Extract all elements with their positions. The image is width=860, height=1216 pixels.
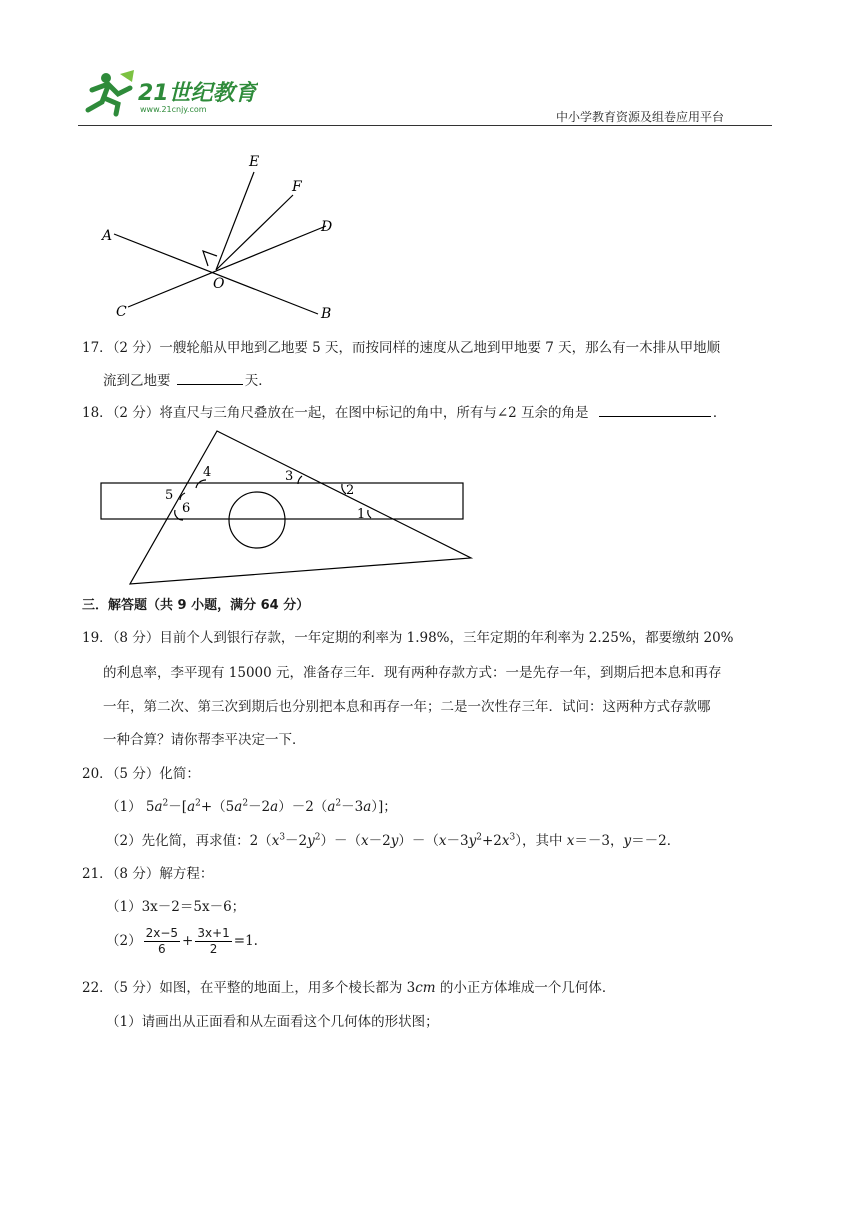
ruler — [101, 483, 463, 519]
angle-mark-4 — [196, 480, 206, 488]
line-CD — [128, 226, 326, 307]
label-O: O — [213, 276, 225, 292]
angle-label-2: 2 — [346, 483, 355, 498]
svg-text:21世纪教育: 21世纪教育 — [138, 81, 257, 106]
question-21-part2: （2） $\frac{2x-5}{6}$ + $\frac{3x+1}{2}$ =1. — [106, 926, 258, 956]
question-17-line2: 流到乙地要 天． — [103, 370, 272, 391]
ruler-hole — [229, 492, 285, 548]
question-21: 21．（8 分）解方程： — [82, 866, 214, 882]
question-20-part2: （2）先化简，再求值：$2(x^3-2y^2)-(x-2y)-(x-3y^2+2x^3)$，其中 x＝－3，y＝－2． — [106, 832, 681, 849]
ruler-triangle-figure — [96, 428, 480, 590]
header-divider — [78, 125, 772, 126]
angle-label-5: 5 — [165, 488, 174, 503]
question-19-line1: 19．（8 分）目前个人到银行存款，一年定期的利率为 1.98%，三年定期的年利率为 2.25%，都要缴纳 20% — [82, 630, 734, 646]
question-20-part1: （1） $5a^2-[a^2+(5a^2-2a)-2(a^2-3a)]$； — [106, 798, 397, 815]
question-18: 18．（2 分）将直尺与三角尺叠放在一起，在图中标记的角中，所有与∠2 互余的角是 ． — [82, 402, 726, 423]
fraction-2: $\frac{3x+1}{2}$ — [197, 926, 230, 956]
angle-label-6: 6 — [182, 501, 191, 516]
question-21-part1: （1）3x－2＝5x－6； — [106, 899, 246, 915]
label-C: C — [116, 304, 127, 320]
angle-label-3: 3 — [285, 469, 294, 484]
angle-figure — [96, 150, 356, 325]
answer-blank-17[interactable] — [177, 370, 243, 385]
question-17-line1: 17．（2 分）一艘轮船从甲地到乙地要 5 天，而按同样的速度从乙地到甲地要 7 天，那么有一木排从甲地顺 — [82, 340, 721, 356]
question-22-part1: （1）请画出从正面看和从左面看这个几何体的形状图； — [106, 1014, 439, 1030]
angle-mark-1 — [368, 510, 371, 518]
right-angle-mark — [203, 251, 217, 266]
angle-label-4: 4 — [203, 465, 212, 480]
svg-text:www.21cnjy.com: www.21cnjy.com — [140, 105, 207, 114]
label-D: D — [321, 219, 333, 235]
answer-blank-18[interactable] — [599, 402, 711, 417]
label-A: A — [102, 228, 113, 244]
site-logo — [78, 68, 258, 118]
fraction-1: $\frac{2x-5}{6}$ — [145, 926, 179, 956]
question-22: 22．（5 分）如图，在平整的地面上，用多个棱长都为 3cm 的小正方体堆成一个几何体． — [82, 980, 616, 996]
line-AB — [114, 234, 318, 314]
angle-label-1: 1 — [357, 507, 366, 522]
ray-OF — [216, 195, 293, 270]
platform-name: 中小学教育资源及组卷应用平台 — [556, 110, 725, 124]
ray-OE — [216, 172, 254, 270]
label-F: F — [292, 179, 302, 195]
question-19-line4: 一种合算？请你帮李平决定一下． — [103, 732, 306, 748]
label-B: B — [321, 306, 332, 322]
runner-icon — [88, 70, 134, 114]
label-E: E — [249, 154, 260, 170]
question-19-line3: 一年，第二次、第三次到期后也分别把本息和再存一年；二是一次性存三年．试问：这两种方式存款哪 — [103, 699, 711, 715]
question-19-line2: 的利息率，李平现有 15000 元，准备存三年．现有两种存款方式：一是先存一年，到期后把本息和再存 — [103, 665, 722, 681]
question-20: 20．（5 分）化简： — [82, 766, 200, 782]
section-3-title: 三．解答题（共 9 小题，满分 64 分） — [82, 598, 310, 613]
